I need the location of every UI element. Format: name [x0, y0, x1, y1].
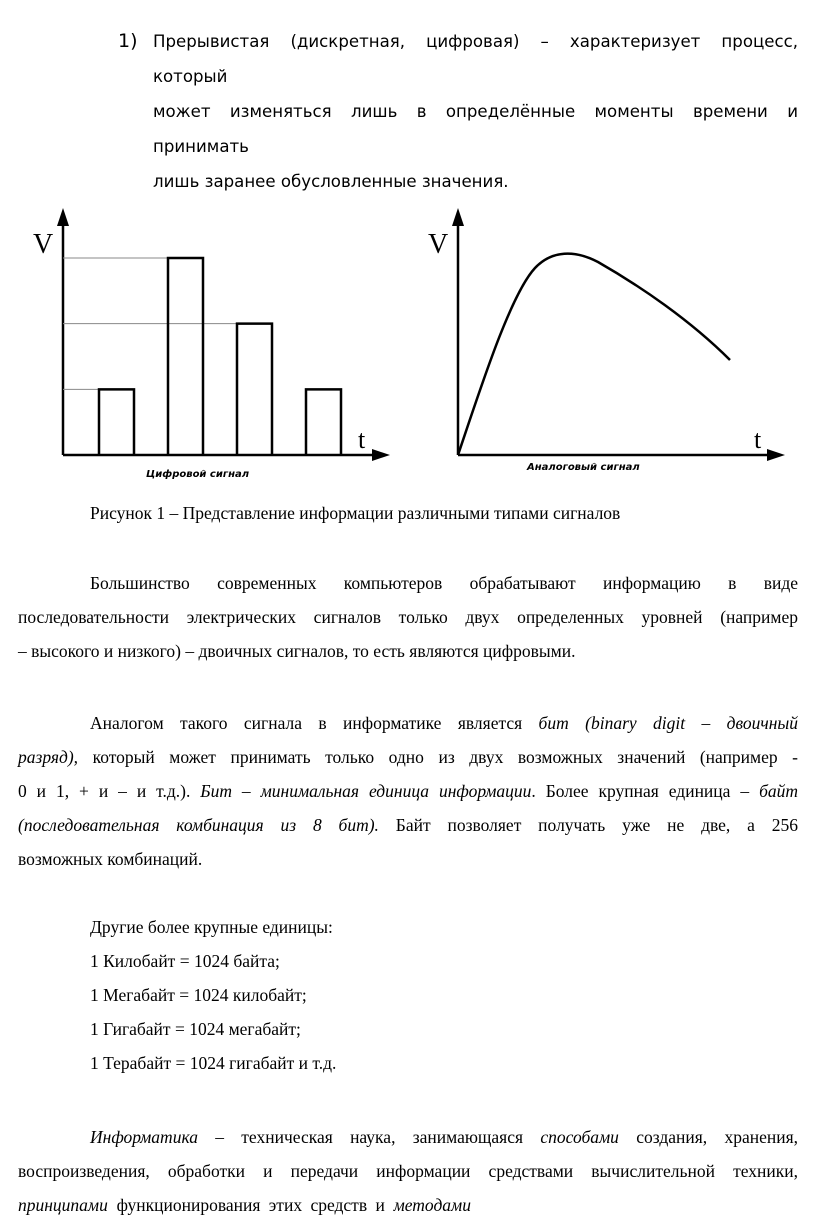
paragraph-2-text: который может принимать только одно из двух возможных значений (например - [92, 747, 798, 767]
paragraph-3 [18, 1120, 798, 1222]
paragraph-3-line-3 [18, 1188, 798, 1222]
analog-signal-chart [428, 208, 785, 473]
digital-signal-bar [168, 258, 203, 455]
paragraph-1-line-3: – высокого и низкого) – двоичных сигналов, то есть являются цифровыми. [18, 641, 576, 661]
list-number: 1) [118, 30, 138, 52]
paragraph-3-text: – техническая наука, занимающаяся [215, 1127, 524, 1147]
definition-line-1: Прерывистая (дискретная, цифровая) – характеризует процесс, который [153, 32, 798, 86]
paragraph-1-line-2: последовательности электрических сигналов только двух определенных уровней (например [18, 607, 798, 627]
paragraph-2-text: 0 и 1, + и – и т.д.). [18, 781, 191, 801]
paragraph-1 [18, 566, 798, 668]
digital-y-label: V [33, 229, 54, 260]
methods-term: способами [540, 1127, 619, 1147]
definition-list-item [118, 24, 798, 199]
paragraph-3-line-1 [18, 1120, 798, 1154]
units-heading: Другие более крупные единицы: [90, 917, 333, 937]
digital-signal-bar [306, 389, 341, 455]
digital-signal-chart [33, 208, 390, 480]
units-list [90, 910, 336, 1080]
bit-definition: бит (binary digit – двоичный [538, 713, 798, 733]
analog-caption: Аналоговый сигнал [527, 462, 640, 473]
analog-y-label: V [428, 229, 449, 260]
digital-caption: Цифровой сигнал [146, 469, 250, 480]
paragraph-2 [18, 706, 798, 876]
paragraph-1-line-1: Большинство современных компьютеров обрабатывают информацию в виде [90, 573, 798, 593]
analog-signal-curve [458, 254, 730, 455]
paragraph-3-text: функционирования этих средств и [116, 1195, 385, 1215]
digital-x-label: t [358, 425, 366, 454]
paragraph-2-line-2 [18, 740, 798, 774]
units-item: 1 Мегабайт = 1024 килобайт; [90, 985, 307, 1005]
digital-x-arrow [372, 449, 390, 461]
units-item: 1 Килобайт = 1024 байта; [90, 951, 280, 971]
paragraph-2-line-3 [18, 774, 798, 808]
figure-caption: Рисунок 1 – Представление информации различными типами сигналов [90, 503, 621, 523]
digital-y-arrow [57, 208, 69, 226]
definition-line-3: лишь заранее обусловленные значения. [153, 172, 509, 191]
informatics-term: Информатика [90, 1127, 198, 1147]
bit-definition-end: разряд), [18, 747, 79, 767]
paragraph-2-line-4 [18, 808, 798, 842]
units-item: 1 Гигабайт = 1024 мегабайт; [90, 1019, 301, 1039]
paragraph-2-text: Аналогом такого сигнала в информатике является [90, 713, 523, 733]
analog-x-label: t [754, 425, 762, 454]
byte-term: байт [759, 781, 799, 801]
units-item: 1 Терабайт = 1024 гигабайт и т.д. [90, 1053, 337, 1073]
byte-definition: (последовательная комбинация из 8 бит). [18, 815, 379, 835]
principles-term: принципами [18, 1195, 108, 1215]
definition-line-2: может изменяться лишь в определённые моменты времени и принимать [153, 102, 798, 156]
paragraph-2-line-1 [18, 706, 798, 740]
analog-y-arrow [452, 208, 464, 226]
digital-signal-bar [99, 389, 134, 455]
signals-svg [0, 200, 816, 490]
paragraph-3-text: создания, хранения, [636, 1127, 799, 1147]
digital-signal-bar [237, 324, 272, 455]
definition-text [118, 24, 798, 199]
analog-x-arrow [767, 449, 785, 461]
signals-figure [0, 200, 816, 490]
techniques-term: методами [393, 1195, 471, 1215]
paragraph-2-text: . Более крупная единица – [531, 781, 750, 801]
bit-minimal-unit: Бит – минимальная единица информации [200, 781, 532, 801]
paragraph-3-line-2: воспроизведения, обработки и передачи информации средствами вычислительной техники, [18, 1161, 798, 1181]
paragraph-2-line-5: возможных комбинаций. [18, 849, 203, 869]
paragraph-2-text: Байт позволяет получать уже не две, а 256 [395, 815, 799, 835]
